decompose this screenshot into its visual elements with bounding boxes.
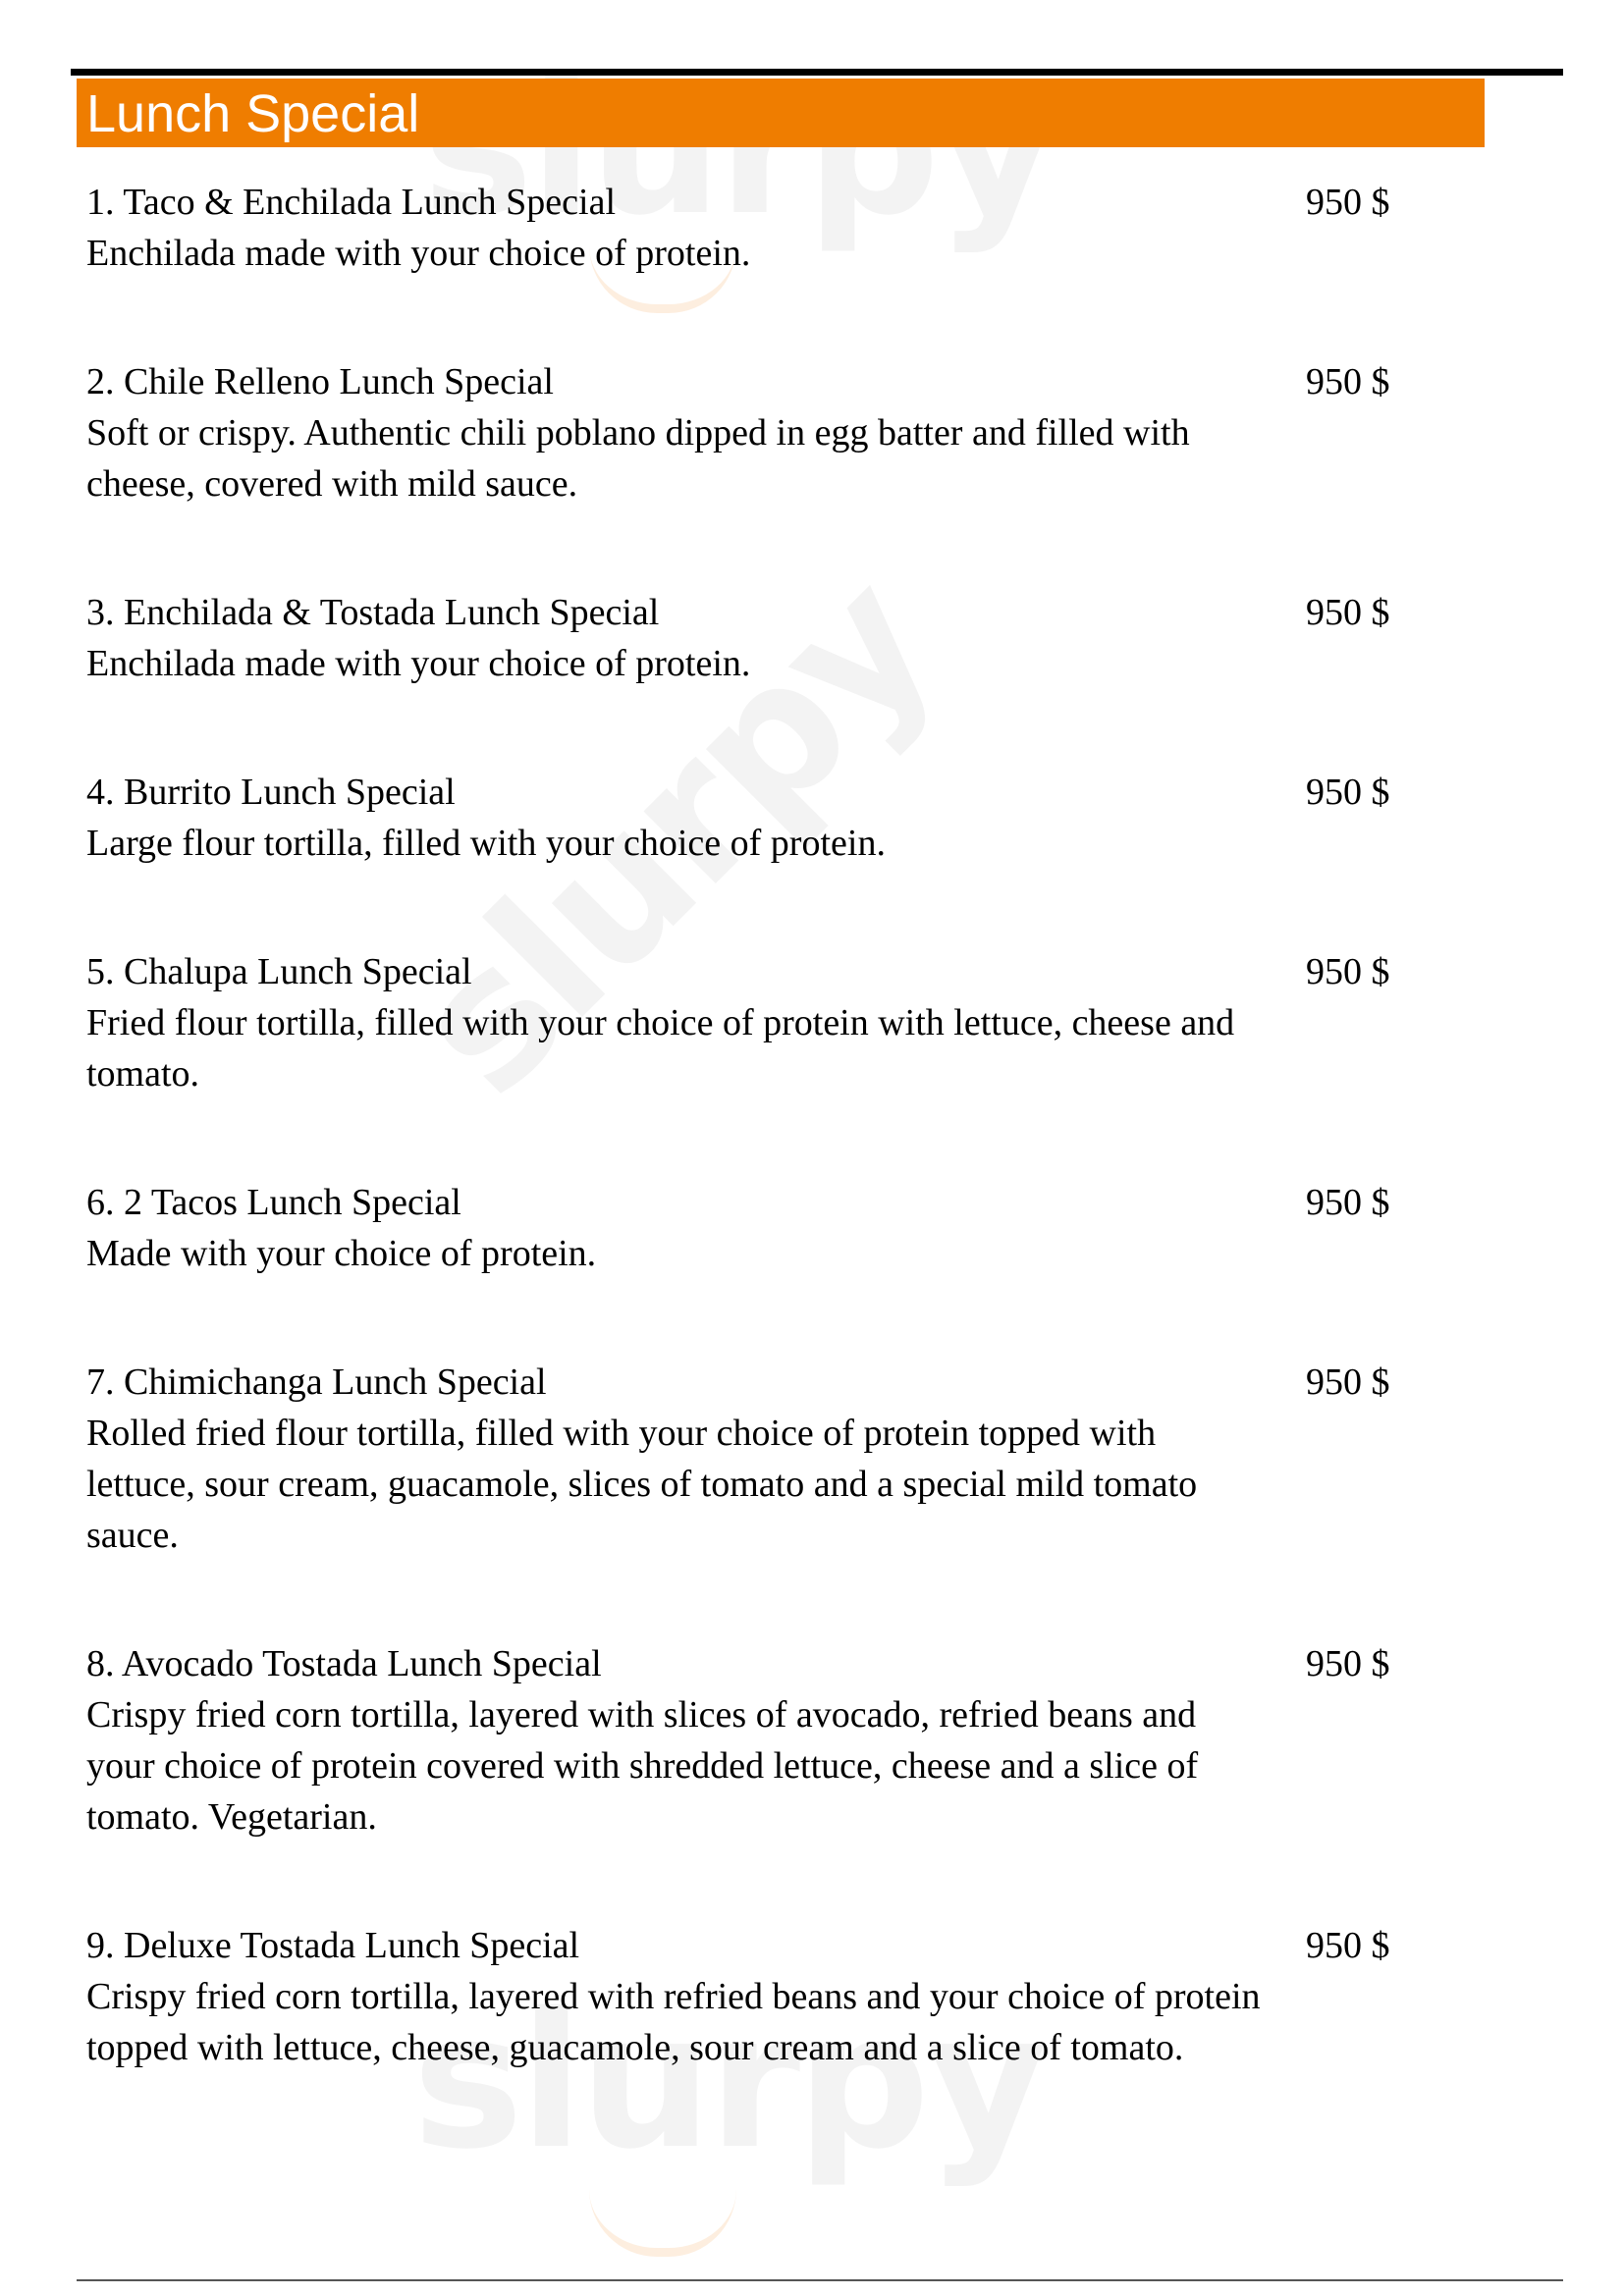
menu-item-price: 950 $	[1306, 1182, 1390, 1223]
bottom-rule	[77, 2279, 1563, 2281]
menu-item-price: 950 $	[1306, 951, 1390, 992]
menu-item-name: 5. Chalupa Lunch Special	[86, 951, 472, 992]
menu-item-description: Large flour tortilla, filled with your choice of protein.	[86, 823, 886, 864]
menu-item-price: 950 $	[1306, 1643, 1390, 1684]
menu-item	[86, 587, 1402, 689]
menu-item	[86, 177, 1402, 279]
menu-item	[86, 767, 1402, 869]
menu-item-price: 950 $	[1306, 182, 1390, 223]
menu-item-name: 8. Avocado Tostada Lunch Special	[86, 1643, 602, 1684]
menu-item-name: 1. Taco & Enchilada Lunch Special	[86, 182, 617, 223]
menu-item	[86, 1177, 1402, 1279]
menu-item	[86, 1638, 1402, 1842]
menu-item-name: 4. Burrito Lunch Special	[86, 772, 456, 813]
menu-item-price: 950 $	[1306, 592, 1390, 633]
watermark-swirl-bottom	[589, 2189, 736, 2257]
menu-item	[86, 946, 1402, 1099]
menu-item-name: 7. Chimichanga Lunch Special	[86, 1362, 547, 1403]
section-title: Lunch Special	[86, 84, 420, 143]
menu-item-name: 6. 2 Tacos Lunch Special	[86, 1182, 461, 1223]
menu-item	[86, 1920, 1402, 2073]
menu-item-name: 3. Enchilada & Tostada Lunch Special	[86, 592, 660, 633]
menu-item-description: Soft or crispy. Authentic chili poblano dipped in egg batter and filled with cheese, covered with mild sauce.	[86, 412, 1190, 505]
menu-item-description: Crispy fried corn tortilla, layered with slices of avocado, refried beans and your choice of protein covered with shredded lettuce, cheese and a slice of tomato. Vegetarian.	[86, 1694, 1199, 1838]
menu-item	[86, 1357, 1402, 1561]
menu-item-name: 2. Chile Relleno Lunch Special	[86, 361, 554, 402]
menu-item-description: Rolled fried flour tortilla, filled with your choice of protein topped with lettuce, sour cream, guacamole, slices of tomato and a special mild tomato sauce.	[86, 1413, 1198, 1556]
menu-item	[86, 356, 1402, 509]
menu-item-description: Crispy fried corn tortilla, layered with refried beans and your choice of protein topped with lettuce, cheese, guacamole, sour cream and a slice of tomato.	[86, 1976, 1261, 2068]
menu-item-description: Fried flour tortilla, filled with your choice of protein with lettuce, cheese and tomato.	[86, 1002, 1235, 1095]
menu-item-description: Made with your choice of protein.	[86, 1233, 597, 1274]
menu-item-name: 9. Deluxe Tostada Lunch Special	[86, 1925, 580, 1966]
menu-item-price: 950 $	[1306, 1362, 1390, 1403]
section-header	[77, 79, 1485, 147]
menu-item-price: 950 $	[1306, 361, 1390, 402]
menu-item-price: 950 $	[1306, 772, 1390, 813]
menu-item-price: 950 $	[1306, 1925, 1390, 1966]
menu-item-description: Enchilada made with your choice of protein.	[86, 643, 751, 684]
menu-item-description: Enchilada made with your choice of protein.	[86, 233, 751, 274]
top-rule	[71, 69, 1563, 76]
